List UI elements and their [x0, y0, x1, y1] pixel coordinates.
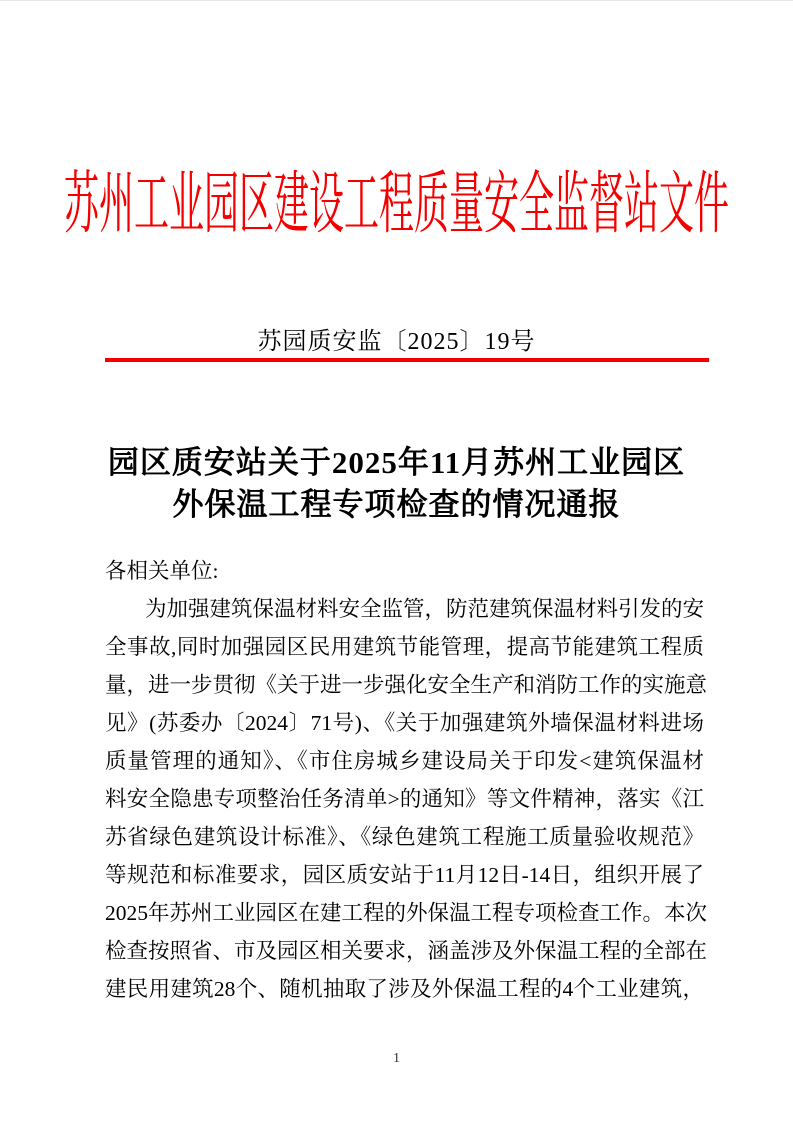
document-body [105, 552, 708, 1008]
document-title [0, 442, 793, 526]
body-line: 为加强建筑保温材料安全监管，防范建筑保温材料引发的安 [145, 597, 705, 621]
doc-reference-number: 苏园质安监〔2025〕19号 [257, 329, 536, 355]
body-line: 量，进一步贯彻《关于进一步强化安全生产和消防工作的实施意 [105, 673, 708, 697]
body-line: 料安全隐患专项整治任务清单>的通知》等文件精神，落实《江 [105, 787, 704, 811]
salutation: 各相关单位: [105, 559, 219, 583]
body-line: 见》(苏委办〔2024〕71号)、《关于加强建筑外墙保温材料进场 [105, 711, 704, 735]
body-line: 检查按照省、市及园区相关要求，涵盖涉及外保温工程的全部在 [105, 939, 708, 963]
document-title-line2: 外保温工程专项检查的情况通报 [172, 487, 621, 522]
body-line: 质量管理的通知》、《市住房城乡建设局关于印发<建筑保温材 [105, 749, 704, 773]
red-header-banner [0, 154, 793, 243]
body-line: 等规范和标准要求，园区质安站于11月12日-14日，组织开展了 [105, 863, 704, 887]
body-line: 苏省绿色建筑设计标准》、《绿色建筑工程施工质量验收规范》 [105, 825, 704, 849]
red-divider-rule [105, 358, 709, 362]
document-title-line1: 园区质安站关于2025年11月苏州工业园区 [107, 445, 686, 480]
body-line: 2025年苏州工业园区在建工程的外保温工程专项检查工作。本次 [105, 901, 708, 925]
org-title: 苏州工业园区建设工程质量安全监督站文件 [63, 166, 729, 243]
body-line: 建民用建筑28个、随机抽取了涉及外保温工程的4个工业建筑， [105, 977, 704, 1001]
page-number: 1 [393, 1051, 400, 1066]
body-line: 全事故,同时加强园区民用建筑节能管理，提高节能建筑工程质 [105, 635, 704, 659]
